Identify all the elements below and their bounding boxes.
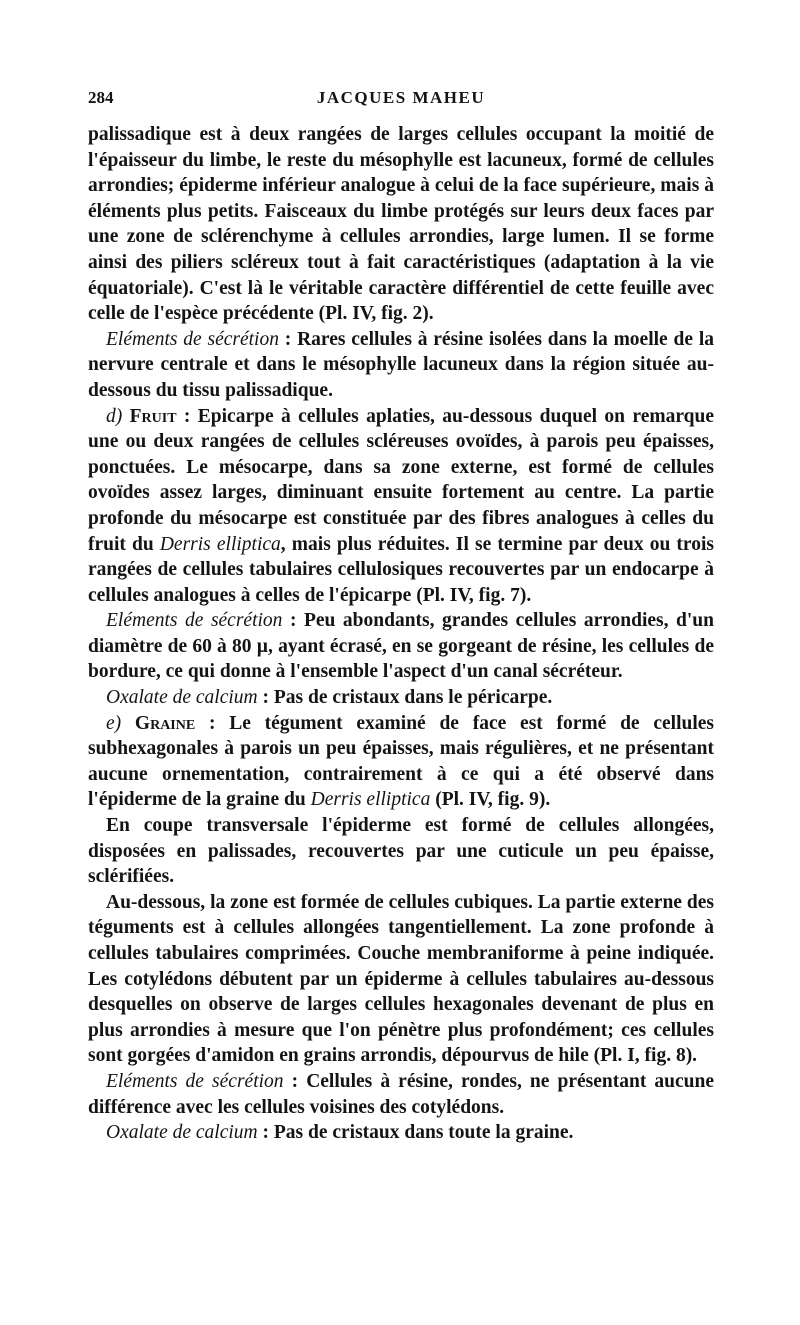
page-number: 284 [88, 88, 114, 107]
paragraph-leaf-secretion: Eléments de sécrétion : Rares cellules à résine isolées dans la moelle de la nervure centrale et dans le mésophylle lacuneux dans la région située au-dessous du tissu palissadique. [88, 328, 714, 401]
section-label: Eléments de sécrétion [106, 610, 283, 632]
paragraph-seed-oxalate: Oxalate de calcium : Pas de cristaux dans toute la graine. [106, 1122, 574, 1144]
species-name: Derris elliptica [159, 533, 281, 555]
paragraph-seed: e) Graine : Le tégument examiné de face est formé de cellules subhexagonales à parois un peu épaisses, mais régulières, et ne présentant aucune ornementation, contrairement à ce qui a été observé dans l'épiderme de la graine du Derris elliptica (Pl. IV, fig. 9). [88, 712, 714, 811]
species-name: Derris elliptica [310, 789, 431, 811]
section-label: Oxalate de calcium [106, 687, 258, 709]
paragraph-seed-secretion: Eléments de sécrétion : Cellules à résine, rondes, ne présentant aucune différence avec les cellules voisines des cotylédons. [88, 1070, 714, 1118]
paragraph-tegument-layers: Au-dessous, la zone est formée de cellules cubiques. La partie externe des téguments est à cellules allongées tangentiellement. La zone profonde à cellules tabulaires comprimées. Couche membraniforme à peine indiquée. Les cotylédons débutent par un épiderme à cellules tabulaires au-dessous desquelles on observe de larges cellules hexagonales devenant de plus en plus arrondies à mesure que l'on pénètre plus profondément; ces cellules sont gorgées d'amidon en grains arrondis, dépourvus de hile (Pl. I, fig. 8). [88, 891, 714, 1067]
section-label: Eléments de sécrétion [106, 1070, 284, 1092]
section-heading-seed: Graine [134, 712, 196, 734]
paragraph-fruit-secretion: Eléments de sécrétion : Peu abondants, grandes cellules arrondies, d'un diamètre de 60 à 80 µ, ayant écrasé, en se gorgeant de résine, les cellules de bordure, ce qui donne à l'ensemble l'aspect d'un canal sécréteur. [88, 610, 714, 683]
body-text [88, 122, 714, 1146]
paragraph-leaf-anatomy: palissadique est à deux rangées de larges cellules occupant la moitié de l'épaisseur du limbe, le reste du mésophylle est lacuneux, formé de cellules arrondies; épiderme inférieur analogue à celui de la face supérieure, mais à éléments plus petits. Faisceaux du limbe protégés sur leurs deux faces par une zone de sclérenchyme à cellules arrondies, large lumen. Il se forme ainsi des piliers scléreux tout à fait caractéristiques (adaptation à la vie équatoriale). C'est là le véritable caractère différentiel de cette feuille avec celle de l'espèce précédente (Pl. IV, fig. 2). [88, 124, 714, 325]
section-label: Oxalate de calcium [106, 1122, 258, 1144]
page-header [88, 88, 714, 112]
section-letter: d) [106, 405, 123, 427]
section-heading-fruit: Fruit [129, 405, 177, 427]
paragraph-fruit: d) Fruit : Epicarpe à cellules aplaties, au-dessous duquel on remarque une ou deux rangées de cellules scléreuses ovoïdes, à parois peu épaisses, ponctuées. Le mésocarpe, dans sa zone externe, est formé de cellules ovoïdes assez larges, diminuant ensuite fortement au centre. La partie profonde du mésocarpe est constituée par des fibres analogues à celles du fruit du Derris elliptica, mais plus réduites. Il se termine par deux ou trois rangées de cellules tabulaires cellulosiques recouvertes par un endocarpe à cellules analogues à celles de l'épicarpe (Pl. IV, fig. 7). [88, 405, 714, 606]
section-label: Eléments de sécrétion [106, 328, 279, 350]
section-letter: e) [106, 712, 122, 734]
running-title: JACQUES MAHEU [316, 88, 486, 107]
paragraph-cross-section: En coupe transversale l'épiderme est formé de cellules allongées, disposées en palissades, recouvertes par une cuticule un peu épaisse, sclérifiées. [88, 815, 714, 888]
paragraph-fruit-oxalate: Oxalate de calcium : Pas de cristaux dans le péricarpe. [106, 687, 553, 709]
